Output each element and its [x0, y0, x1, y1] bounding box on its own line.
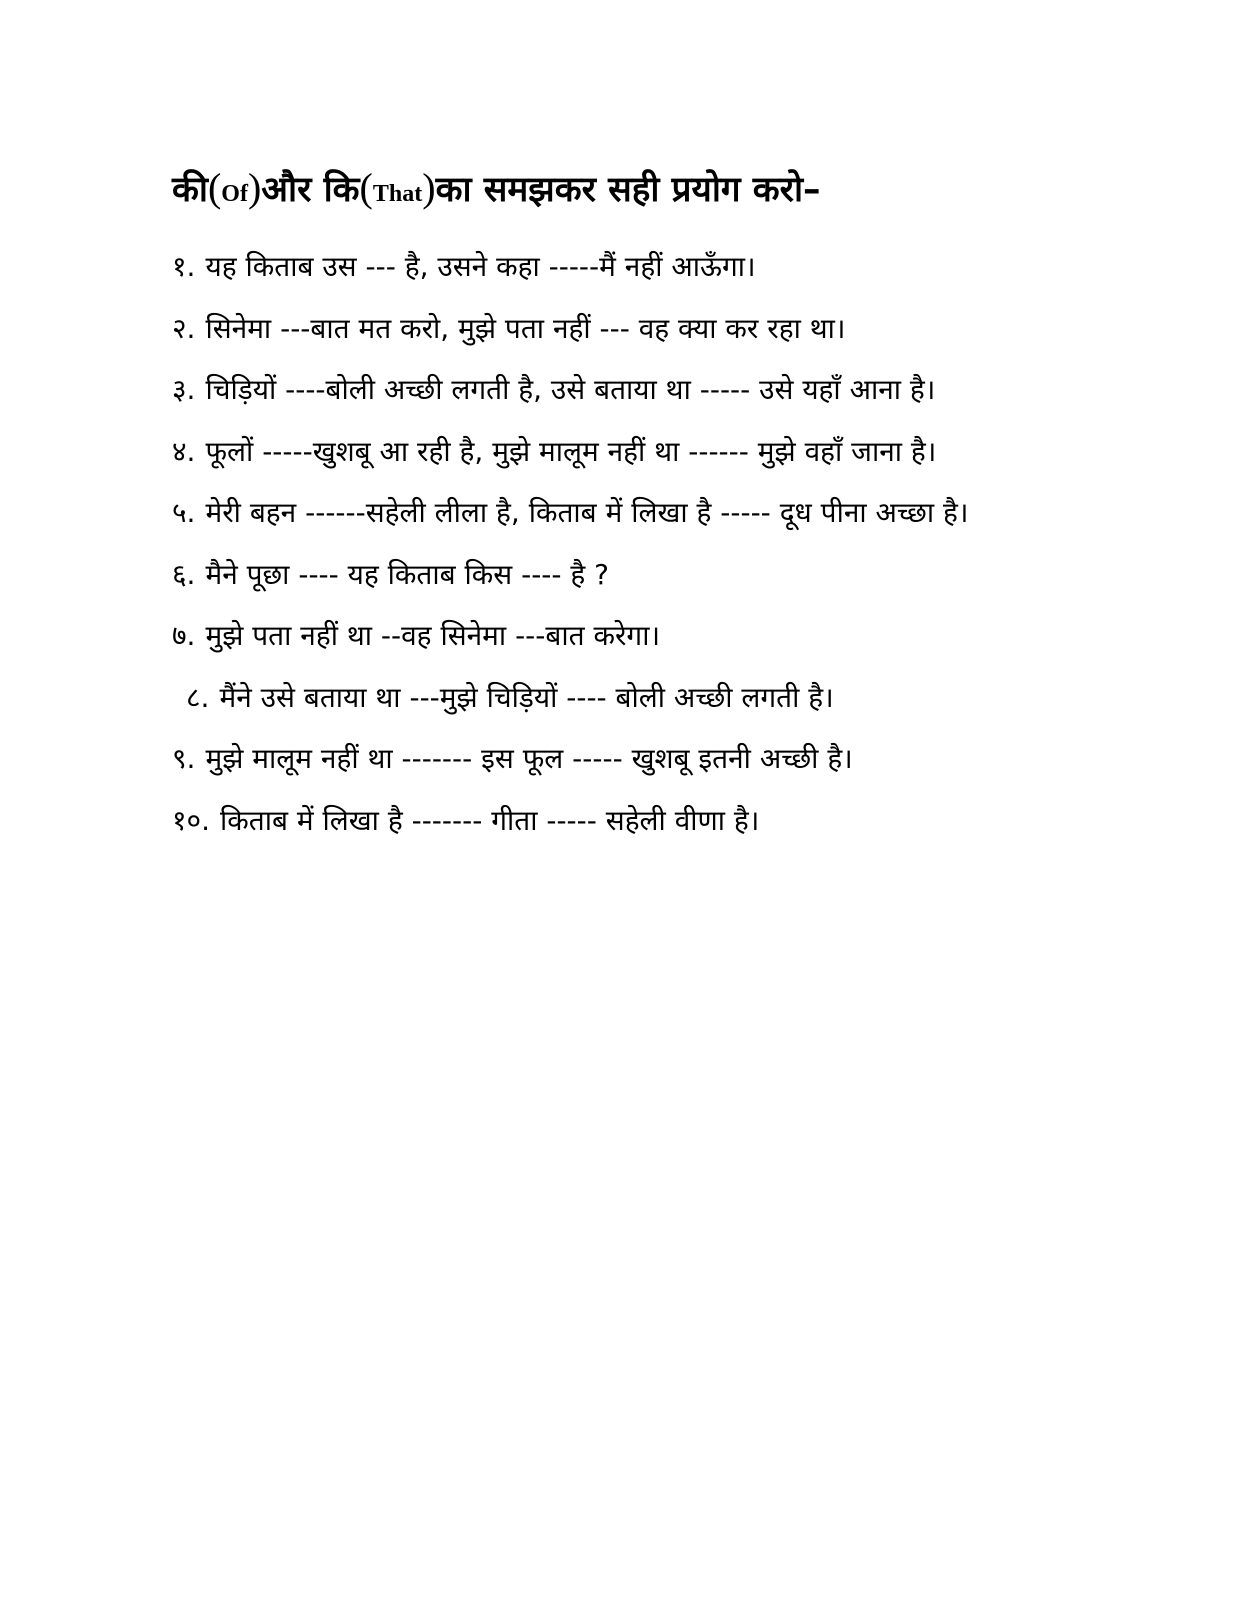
question-10 — [172, 790, 1034, 852]
question-9 — [172, 728, 1034, 790]
question-number: ५. — [172, 496, 196, 529]
question-text: किताब में लिखा है ------- गीता ----- सहेली वीणा है। — [220, 803, 760, 837]
question-number: ४. — [172, 434, 196, 468]
question-list — [172, 236, 1034, 851]
title-part-instruction: का समझकर सही प्रयोग करो– — [435, 170, 821, 210]
question-7 — [172, 605, 1034, 667]
question-number: १०. — [172, 803, 211, 837]
title-part-ki-of: की — [172, 170, 208, 210]
question-text: मेरी बहन ------सहेली लीला है, किताब में लिखा है ----- दूध पीना अच्छा है। — [205, 496, 969, 529]
question-number: ६. — [172, 557, 196, 591]
question-text: यह किताब उस --- है, उसने कहा -----मैं नहीं आऊँगा। — [205, 250, 756, 283]
question-number: ३. — [172, 373, 196, 406]
question-text: सिनेमा ---बात मत करो, मुझे पता नहीं --- वह क्या कर रहा था। — [205, 311, 846, 345]
question-number: ८. — [186, 680, 210, 714]
question-4 — [172, 421, 1034, 483]
question-2 — [172, 298, 1034, 360]
title-latin-of: Of — [221, 181, 248, 207]
question-6 — [172, 544, 1034, 606]
question-text: फूलों -----खुशबू आ रही है, मुझे मालूम नहीं था ------ मुझे वहाँ जाना है। — [205, 434, 937, 468]
question-8 — [172, 667, 1034, 729]
question-number: ७. — [172, 619, 196, 652]
question-number: १. — [172, 250, 196, 283]
title-paren-close-1: ) — [247, 165, 262, 210]
question-text: मुझे मालूम नहीं था ------- इस फूल ----- खुशबू इतनी अच्छी है। — [205, 742, 853, 775]
question-text: मैने पूछा ---- यह किताब किस ---- है ? — [205, 557, 610, 591]
question-number: ९. — [172, 742, 196, 775]
title-part-aur-ki: और कि — [261, 170, 360, 210]
question-1 — [172, 236, 1034, 298]
worksheet-title — [172, 158, 1072, 218]
question-text: चिड़ियों ----बोली अच्छी लगती है, उसे बताया था ----- उसे यहाँ आना है। — [205, 373, 936, 406]
question-3 — [172, 359, 1034, 421]
title-latin-that: That — [372, 181, 423, 207]
question-text: मुझे पता नहीं था --वह सिनेमा ---बात करेगा। — [205, 619, 661, 652]
question-5 — [172, 482, 1034, 544]
question-text: मैंने उसे बताया था ---मुझे चिड़ियों ---- बोली अच्छी लगती है। — [219, 680, 834, 714]
title-paren-open-2: ( — [359, 165, 373, 210]
title-paren-close-2: ) — [422, 165, 436, 210]
title-paren-open-1: ( — [207, 165, 222, 210]
question-number: २. — [172, 311, 196, 345]
